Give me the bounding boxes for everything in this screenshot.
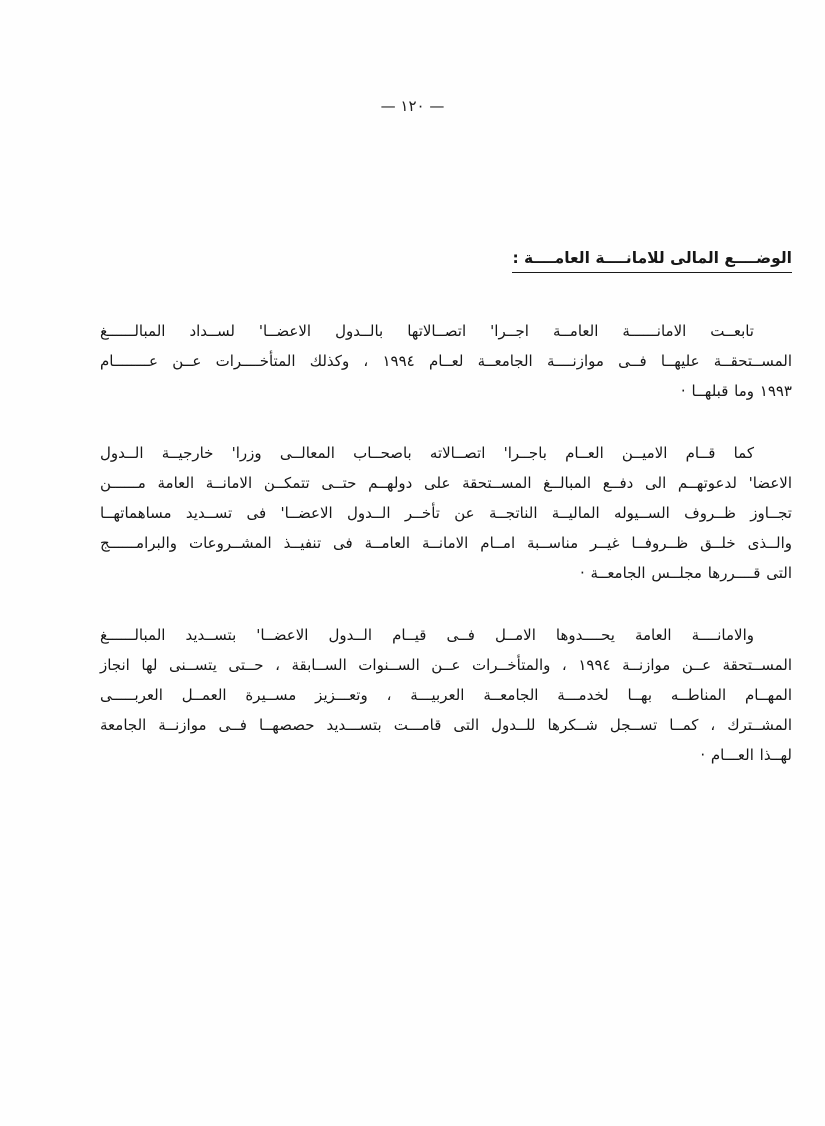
- text-line: المهــام المناطــه بهــا لخدمـــة الجامعــة العربيـــة ، وتعـــزيز مســيرة العمــل العربـــــى: [100, 686, 792, 704]
- text-line: كما قــام الاميــن العــام باجــرا' اتصــالاته باصحــاب المعالــى وزرا' خارجيــة الــدول: [100, 444, 754, 462]
- text-line: المســتحقــة عليهــا فــى موازنــــة الجامعــة لعــام ١٩٩٤ ، وكذلك المتأخــــرات عــن عــــــــام: [100, 352, 792, 370]
- paragraph: [100, 316, 792, 406]
- text-line: تابعــت الامانــــــة العامــة اجــرا' اتصــالاتها بالــدول الاعضــا' لســداد المبالــــــغ: [100, 322, 754, 340]
- section-heading-text: الوضــــع المالى للامانــــة العامــــة :: [512, 249, 792, 273]
- paragraph: [100, 438, 792, 588]
- text-line: والامانــــة العامة يحــــدوها الامــل فــى قيــام الــدول الاعضــا' بتســديد المبالــــــغ: [100, 626, 754, 644]
- text-line: تجــاوز ظــروف الســيوله الماليــة الناتجــة عن تأخــر الــدول الاعضــا' فى تســديد مساهماتهــا: [100, 504, 792, 522]
- section-heading: [512, 249, 792, 273]
- paragraph: [100, 620, 792, 770]
- document-body: [100, 316, 792, 802]
- text-line: لهــذا العـــام ·: [700, 746, 792, 764]
- text-line: التى قــــررها مجلــس الجامعــة ·: [579, 564, 792, 582]
- page-number: — ١٢٠ —: [380, 97, 445, 115]
- text-line: والــذى خلــق ظــروفــا غيــر مناســبة امــام الامانــة العامــة فى تنفيــذ المشــروعات والبرامــــــج: [100, 534, 792, 552]
- text-line: ١٩٩٣ وما قبلهــا ·: [680, 382, 792, 400]
- text-line: الاعضا' لدعوتهــم الى دفــع المبالــغ المســتحقة على دولهــم حتــى تتمكــن الامانــة العامة مــــــن: [100, 474, 792, 492]
- text-line: المســتحقة عــن موازنــة ١٩٩٤ ، والمتأخــرات عــن الســنوات الســابقة ، حــتى يتســنى لها انجاز: [100, 656, 792, 674]
- text-line: المشــترك ، كمــا تســجل شــكرها للــدول التى قامـــت بتســـديد حصصهــا فــى موازنــة الجامعة: [100, 716, 792, 734]
